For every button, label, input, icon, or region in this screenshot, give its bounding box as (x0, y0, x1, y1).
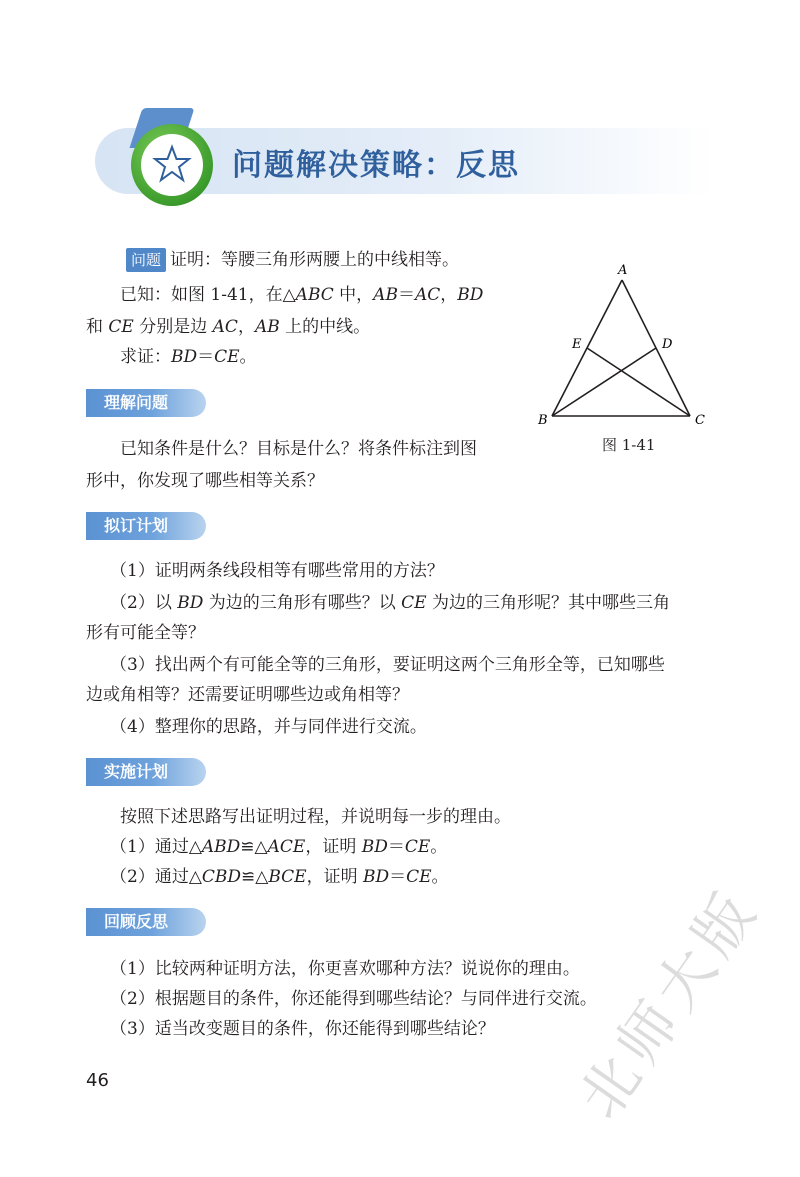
text: ＝ (197, 347, 215, 367)
prove-line (120, 346, 257, 368)
plan-item-2-cont: 形有可能全等？ (86, 623, 205, 643)
math: BD (363, 867, 390, 887)
text: ， (440, 285, 458, 305)
text: 为边的三角形有哪些？以 (203, 593, 402, 613)
math: AC (414, 285, 441, 305)
text: 中， (333, 285, 374, 305)
text: 。 (239, 347, 257, 367)
text: ＝ (397, 285, 415, 305)
section-understand: 理解问题 (86, 389, 206, 417)
math: CE (406, 867, 432, 887)
math: CE (404, 837, 431, 857)
math: ABC (295, 285, 334, 305)
text: 为边的三角形呢？其中哪些三角 (426, 593, 670, 613)
section-review: 回顾反思 (86, 908, 206, 936)
text: 分别是边 (133, 317, 213, 337)
text: （2）以 (110, 593, 178, 613)
implement-item-2 (110, 866, 449, 888)
given-line-1 (120, 284, 483, 306)
implement-intro: 按照下述思路写出证明过程，并说明每一步的理由。 (120, 807, 511, 827)
review-item-2: （2）根据题目的条件，你还能得到哪些结论？与同伴进行交流。 (110, 989, 597, 1009)
watermark: 北师大版 (565, 875, 773, 1131)
math: CE (401, 593, 427, 613)
plan-item-1: （1）证明两条线段相等有哪些常用的方法？ (110, 561, 444, 581)
math: BD (457, 285, 484, 305)
math: AB (373, 285, 398, 305)
text: （1）通过△ (110, 837, 202, 857)
page-number: 46 (86, 1070, 109, 1091)
vertex-label-e: E (572, 337, 582, 352)
text: ，证明 (306, 867, 363, 887)
problem-chip: 问题 (126, 248, 166, 272)
problem-line (126, 248, 459, 272)
given-line-2 (86, 316, 370, 338)
math: BD (361, 837, 388, 857)
text: 。 (430, 837, 448, 857)
vertex-label-c: C (695, 413, 705, 428)
math: ACE (267, 837, 306, 857)
math: CE (108, 317, 134, 337)
math: CBD (201, 867, 242, 887)
text: 求证： (120, 347, 171, 367)
star-icon (151, 143, 193, 185)
text: 上的中线。 (279, 317, 371, 337)
plan-item-3-cont: 边或角相等？还需要证明哪些边或角相等？ (86, 685, 409, 705)
text: ， (237, 317, 255, 337)
review-item-3: （3）适当改变题目的条件，你还能得到哪些结论？ (110, 1019, 495, 1039)
page-title: 问题解决策略：反思 (232, 148, 520, 183)
math: AB (254, 317, 280, 337)
text: ＝ (387, 837, 405, 857)
math: AC (212, 317, 238, 337)
text: 和 (86, 317, 109, 337)
understand-line-1: 已知条件是什么？目标是什么？将条件标注到图 (120, 439, 477, 459)
section-implement: 实施计划 (86, 758, 206, 786)
vertex-label-a: A (618, 263, 628, 278)
math: BD (177, 593, 204, 613)
review-item-1: （1）比较两种证明方法，你更喜欢哪种方法？说说你的理由。 (110, 959, 580, 979)
text: 。 (431, 867, 449, 887)
plan-item-3: （3）找出两个有可能全等的三角形，要证明这两个三角形全等，已知哪些 (110, 655, 665, 675)
math: ABD (201, 837, 241, 857)
math: CE (214, 347, 240, 367)
text: ≌△ (241, 867, 269, 887)
text: ，证明 (305, 837, 362, 857)
problem-statement: 证明：等腰三角形两腰上的中线相等。 (170, 250, 460, 270)
vertex-label-d: D (662, 337, 673, 352)
vertex-label-b: B (538, 413, 548, 428)
figure-caption: 图 1-41 (602, 436, 656, 454)
triangle-figure (530, 258, 720, 430)
understand-line-2: 形中，你发现了哪些相等关系？ (86, 471, 324, 491)
section-plan: 拟订计划 (86, 512, 206, 540)
implement-item-1 (110, 836, 447, 858)
math: BD (171, 347, 198, 367)
text: ＝ (389, 867, 407, 887)
plan-item-2 (110, 592, 670, 614)
text: 已知：如图 1-41，在△ (120, 285, 296, 305)
math: BCE (268, 867, 307, 887)
text: （2）通过△ (110, 867, 202, 887)
text: ≌△ (240, 837, 268, 857)
plan-item-4: （4）整理你的思路，并与同伴进行交流。 (110, 717, 427, 737)
